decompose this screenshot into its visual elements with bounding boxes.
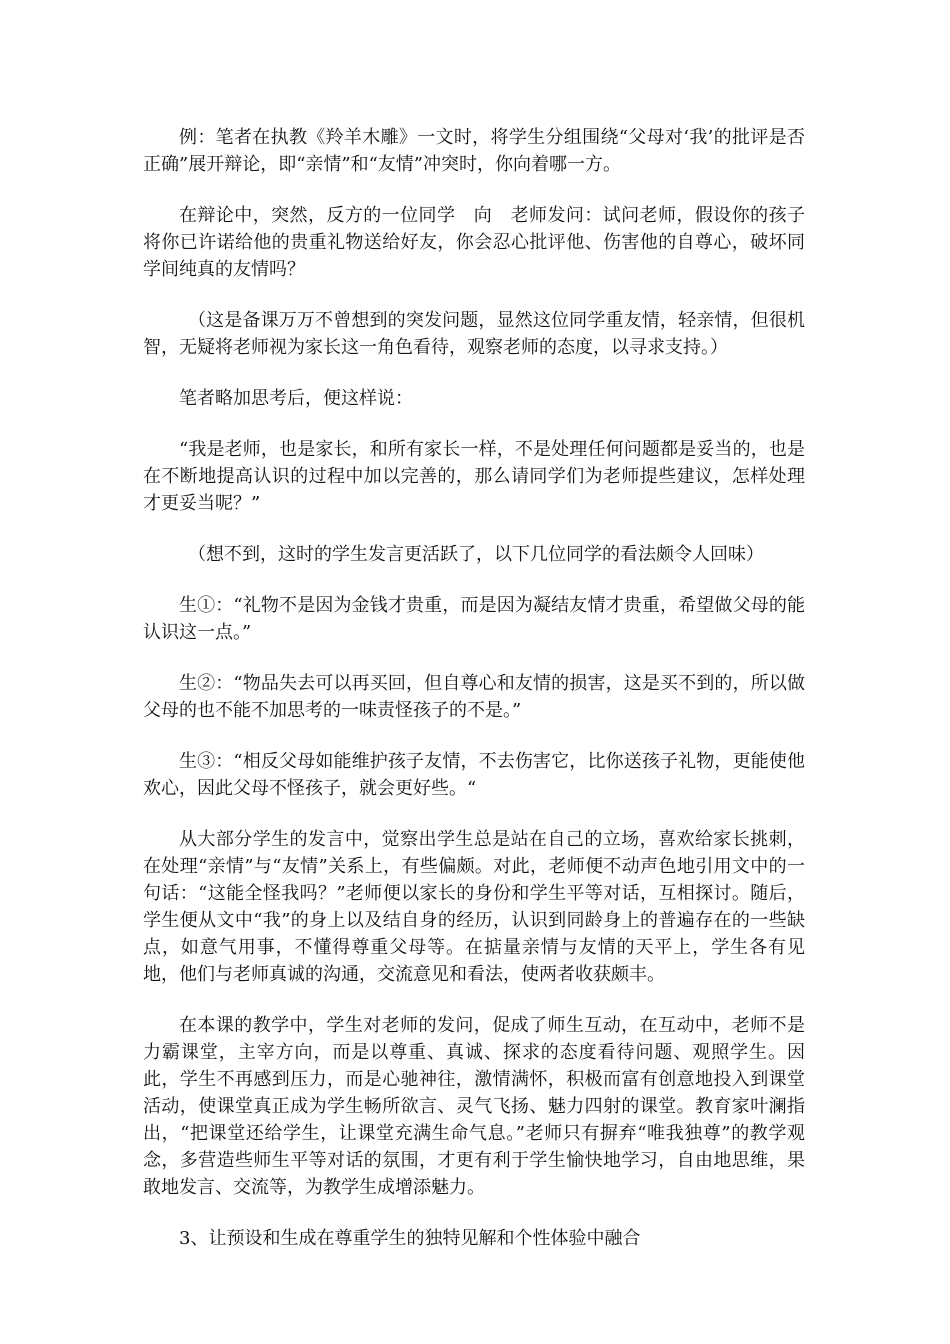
paragraph-student-question: 在辩论中，突然，反方的一位同学 向 老师发问：试问老师，假设你的孩子将你已许诺给他的贵重礼物送给好友，你会忍心批评他、伤害他的自尊心，破坏同学间纯真的友情吗？ bbox=[143, 205, 805, 280]
paragraph-teacher-thinks: 笔者略加思考后，便这样说： bbox=[179, 388, 413, 409]
paragraph-author-note: （这是备课万万不曾想到的突发问题，显然这位同学重友情，轻亲情，但很机智，无疑将老师视为家长这一角色看待，观察老师的态度，以寻求支持。） bbox=[143, 310, 805, 358]
paragraph-teacher-reply: “我是老师，也是家长，和所有家长一样，不是处理任何问题都是妥当的，也是在不断地提高认识的过程中加以完善的，那么请同学们为老师提些建议，怎样处理才更妥当呢？” bbox=[143, 439, 805, 514]
paragraph-student-3: 生③：“相反父母如能维护孩子友情，不去伤害它，比你送孩子礼物，更能使他欢心，因此父母不怪孩子，就会更好些。“ bbox=[143, 751, 805, 799]
paragraph-analysis: 从大部分学生的发言中，觉察出学生总是站在自己的立场，喜欢给家长挑刺，在处理“亲情”与“友情”关系上，有些偏颇。对此，老师便不动声色地引用文中的一句话：“这能全怪我吗？”老师便以家长的身份和学生平等对话，互相探讨。随后，学生便从文中“我”的身上以及结自身的经历，认识到同龄身上的普遍存在的一些缺点，如意气用事，不懂得尊重父母等。在掂量亲情与友情的天平上，学生各有见地，他们与老师真诚的沟通，交流意见和看法，使两者收获颇丰。 bbox=[143, 829, 805, 985]
paragraph-student-2: 生②：“物品失去可以再买回，但自尊心和友情的损害，这是买不到的，所以做父母的也不能不加思考的一味责怪孩子的不是。” bbox=[143, 673, 805, 721]
paragraph-student-reaction-note: （想不到，这时的学生发言更活跃了，以下几位同学的看法颇令人回味） bbox=[188, 544, 764, 565]
paragraph-example-intro: 例：笔者在执教《羚羊木雕》一文时，将学生分组围绕“父母对‘我’的批评是否正确”展开辩论，即“亲情”和“友情”冲突时，你向着哪一方。 bbox=[143, 127, 805, 175]
paragraph-student-1: 生①：“礼物不是因为金钱才贵重，而是因为凝结友情才贵重，希望做父母的能认识这一点。” bbox=[143, 595, 805, 643]
document-body bbox=[143, 124, 805, 1276]
paragraph-reflection: 在本课的教学中，学生对老师的发问，促成了师生互动，在互动中，老师不是力霸课堂，主宰方向，而是以尊重、真诚、探求的态度看待问题、观照学生。因此，学生不再感到压力，而是心驰神往，激情满怀，积极而富有创意地投入到课堂活动，使课堂真正成为学生畅所欲言、灵气飞扬、魅力四射的课堂。教育家叶澜指出，“把课堂还给学生，让课堂充满生命气息。”老师只有摒弃“唯我独尊”的教学观念，多营造些师生平等对话的氛围，才更有利于学生愉快地学习，自由地思维，果敢地发言、交流等，为教学生成增添魅力。 bbox=[143, 1015, 805, 1198]
section-heading-3: 3、让预设和生成在尊重学生的独特见解和个性体验中融合 bbox=[179, 1228, 641, 1249]
